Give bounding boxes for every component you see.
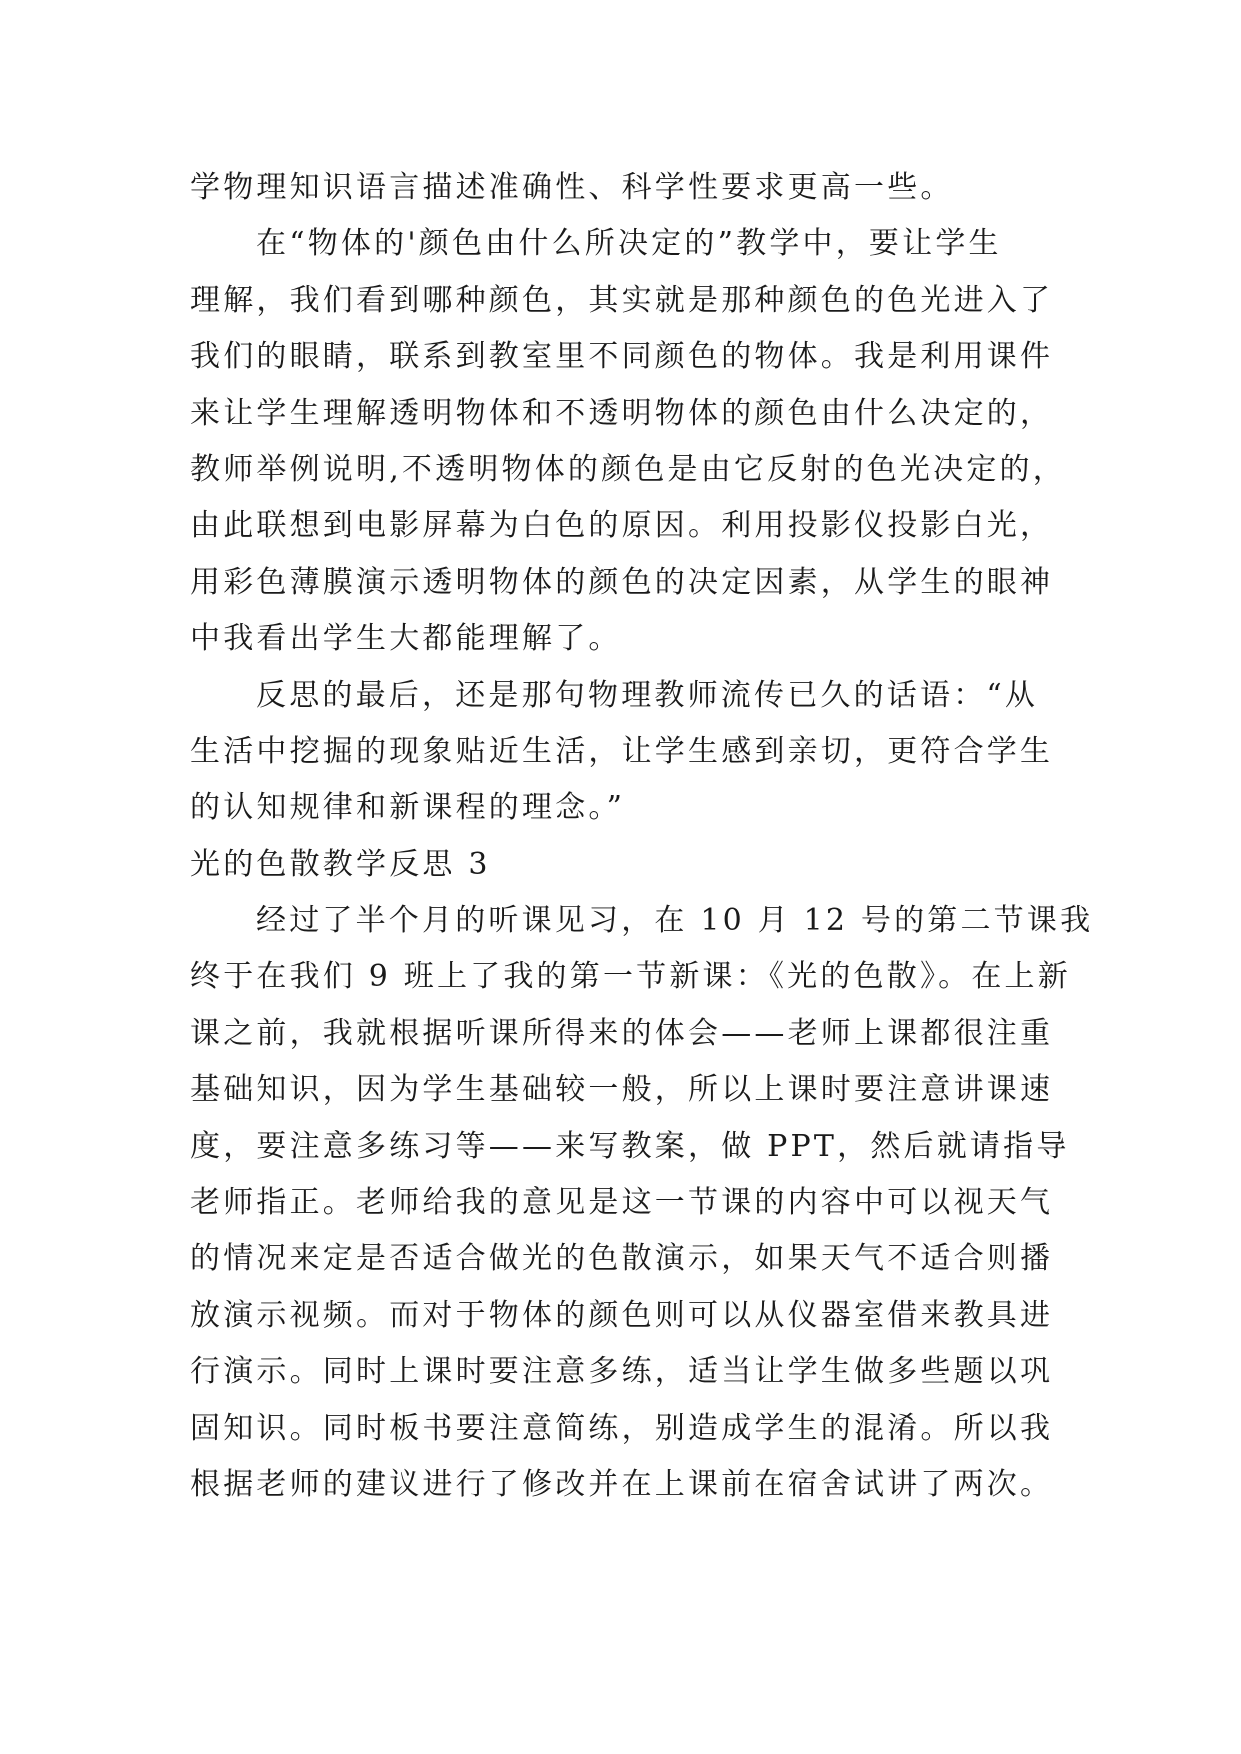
text-line: 根据老师的建议进行了修改并在上课前在宿舍试讲了两次。 — [190, 1466, 1054, 1502]
text-line: 用彩色薄膜演示透明物体的颜色的决定因素，从学生的眼神 — [190, 564, 1054, 600]
paragraph-start-line: 在“物体的'颜色由什么所决定的”教学中，要让学生 — [256, 226, 1002, 262]
text-line: 中我看出学生大都能理解了。 — [190, 621, 622, 657]
text-line: 度，要注意多练习等——来写教案，做 PPT，然后就请指导 — [190, 1128, 1070, 1164]
text-line: 放演示视频。而对于物体的颜色则可以从仪器室借来教具进 — [190, 1297, 1054, 1333]
paragraph-start-line: 反思的最后，还是那句物理教师流传已久的话语：“从 — [256, 677, 1039, 713]
text-line: 基础知识，因为学生基础较一般，所以上课时要注意讲课速 — [190, 1072, 1054, 1108]
text-line: 教师举例说明,不透明物体的颜色是由它反射的色光决定的， — [190, 451, 1066, 487]
text-line: 课之前，我就根据听课所得来的体会——老师上课都很注重 — [190, 1015, 1054, 1051]
text-line: 理解，我们看到哪种颜色，其实就是那种颜色的色光进入了 — [190, 282, 1054, 318]
text-line: 来让学生理解透明物体和不透明物体的颜色由什么决定的， — [190, 395, 1054, 431]
text-line: 的情况来定是否适合做光的色散演示，如果天气不适合则播 — [190, 1241, 1054, 1277]
text-line: 终于在我们 9 班上了我的第一节新课：《光的色散》。在上新 — [190, 959, 1071, 995]
section-heading: 光的色散教学反思 3 — [190, 846, 491, 882]
paragraph-start-line: 经过了半个月的听课见习，在 10 月 12 号的第二节课我 — [256, 903, 1094, 939]
text-line: 固知识。同时板书要注意简练，别造成学生的混淆。所以我 — [190, 1410, 1054, 1446]
text-line: 老师指正。老师给我的意见是这一节课的内容中可以视天气 — [190, 1185, 1054, 1221]
document-body — [190, 160, 1094, 1513]
text-line: 我们的眼睛，联系到教室里不同颜色的物体。我是利用课件 — [190, 339, 1054, 375]
text-line: 生活中挖掘的现象贴近生活，让学生感到亲切，更符合学生 — [190, 733, 1054, 769]
text-line: 由此联想到电影屏幕为白色的原因。利用投影仪投影白光， — [190, 508, 1054, 544]
text-line: 行演示。同时上课时要注意多练，适当让学生做多些题以巩 — [190, 1354, 1054, 1390]
text-line: 的认知规律和新课程的理念。” — [190, 790, 626, 826]
text-line: 学物理知识语言描述准确性、科学性要求更高一些。 — [190, 170, 954, 205]
